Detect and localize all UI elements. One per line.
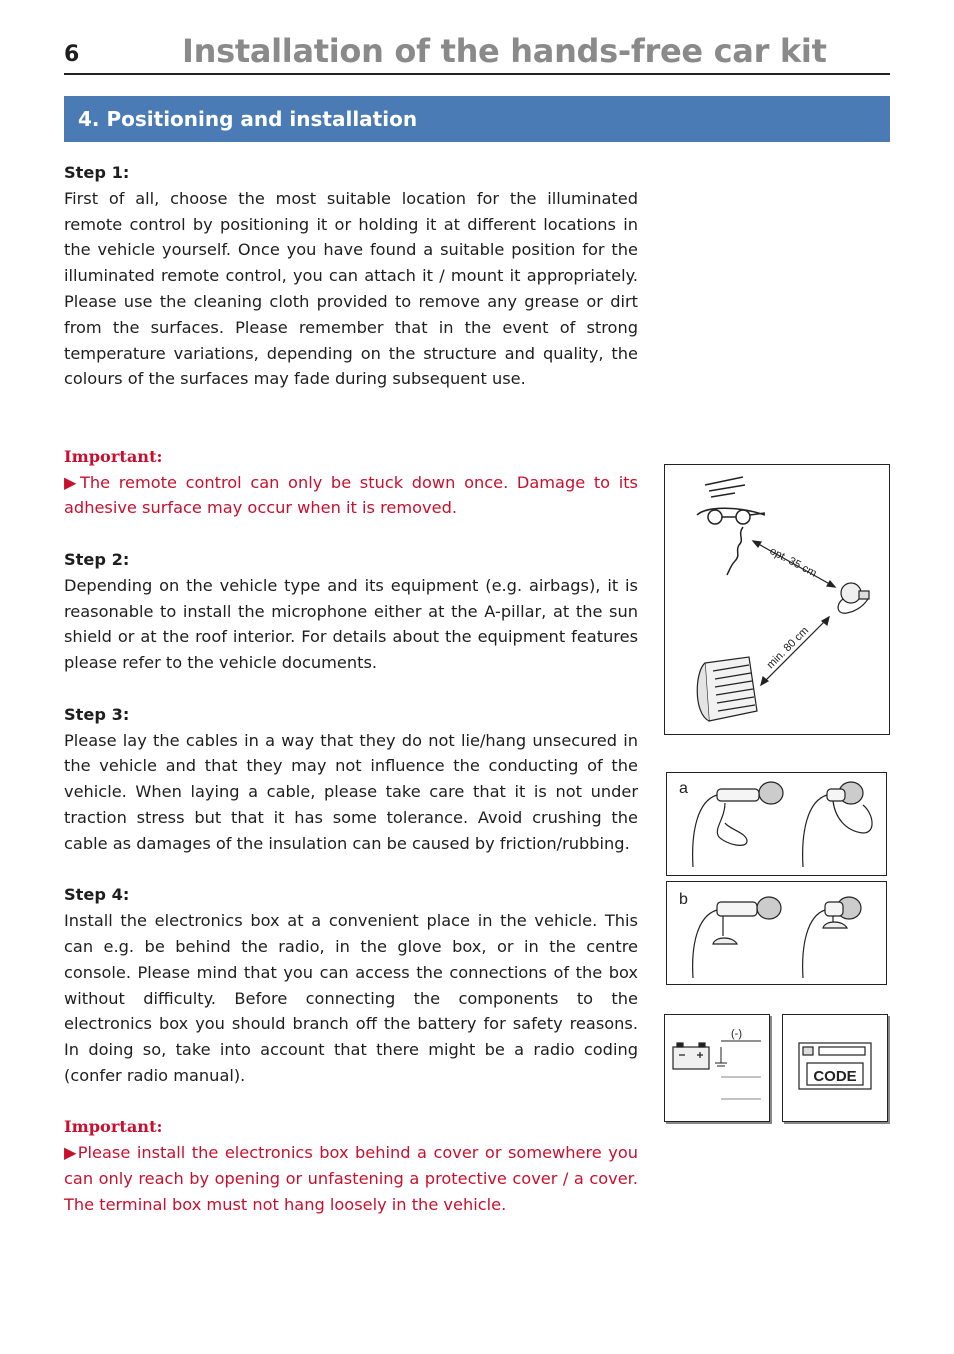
microphone-a-right-icon <box>803 782 872 867</box>
microphone-b-right-icon <box>803 897 861 978</box>
figure-a-label: a <box>679 780 688 797</box>
step-2-heading: Step 2: <box>64 549 130 569</box>
distance-opt-label: opt. 35 cm <box>767 545 819 580</box>
title-rule <box>64 73 890 75</box>
important-2-text: ▶Please install the electronics box behind a cover or somewhere you can only reach by opening or unfastening a protective cover / a cover. The terminal box must not hang loosely in the vehicle. <box>64 1143 638 1214</box>
microphone-distance-figure <box>664 464 890 735</box>
page-number: 6 <box>64 42 80 67</box>
important-1-heading: Important: <box>64 446 163 466</box>
main-text-column <box>64 160 638 1218</box>
step-2-text: Depending on the vehicle type and its equipment (e.g. airbags), it is reasonable to install the microphone either at the A-pillar, at the sun shield or at the roof interior. For details about the equipment features please refer to the vehicle documents. <box>64 575 638 673</box>
microphone-b-left-icon <box>693 897 781 978</box>
step-4-text: Install the electronics box at a convenient place in the vehicle. This can e.g. be behind the radio, in the glove box, or in the centre console. Please mind that you can access the connections of the box without difficulty. Before connecting the components to the electronics box you should branch off the battery for safety reasons. In doing so, take into account that there might be a radio coding (confer radio manual). <box>64 911 638 1085</box>
step-3-text: Please lay the cables in a way that they do not lie/hang unsecured in the vehicle and that they may not influence the conducting of the vehicle. When laying a cable, please take care that it is not under traction stress but that it has some tolerance. Avoid crushing the cable as damages of the insulation can be caused by friction/rubbing. <box>64 730 638 853</box>
section-title: 4. Positioning and installation <box>78 107 418 131</box>
important-1-text: ▶The remote control can only be stuck down once. Damage to its adhesive surface may occur when it is removed. <box>64 472 638 518</box>
distance-arrow-bottom <box>761 617 829 685</box>
speaker-icon <box>697 657 757 721</box>
distance-min-label: min. 80 cm <box>764 624 812 672</box>
driver-head-icon <box>697 477 765 575</box>
battery-disconnect-figure <box>664 1014 770 1122</box>
step-1-heading: Step 1: <box>64 163 130 182</box>
step-3-heading: Step 3: <box>64 704 130 724</box>
battery-icon <box>673 1043 709 1069</box>
microphone-icon <box>838 583 869 613</box>
code-label: CODE <box>813 1068 857 1085</box>
microphone-mount-figure-a <box>666 772 887 876</box>
ground-icon <box>715 1047 727 1066</box>
radio-code-figure <box>782 1014 888 1122</box>
step-1-text: First of all, choose the most suitable location for the illuminated remote control by positioning it or holding it at different locations in the vehicle yourself. Once you have found a suitable position for the illuminated remote control, you can attach it / mount it appropriately. Please use the cleaning cloth provided to remove any grease or dirt from the surfaces. Please remember that in the event of strong temperature variations, depending on the structure and quality, the colours of the surfaces may fade during subsequent use. <box>64 188 638 389</box>
microphone-mount-figure-b <box>666 881 887 985</box>
section-header <box>64 96 890 142</box>
page-title: Installation of the hands-free car kit <box>182 32 827 70</box>
step-4-heading: Step 4: <box>64 885 130 905</box>
important-2-heading: Important: <box>64 1117 163 1137</box>
battery-minus-label: (-) <box>731 1028 742 1040</box>
microphone-a-left-icon <box>693 782 783 867</box>
figure-b-label: b <box>679 891 688 908</box>
